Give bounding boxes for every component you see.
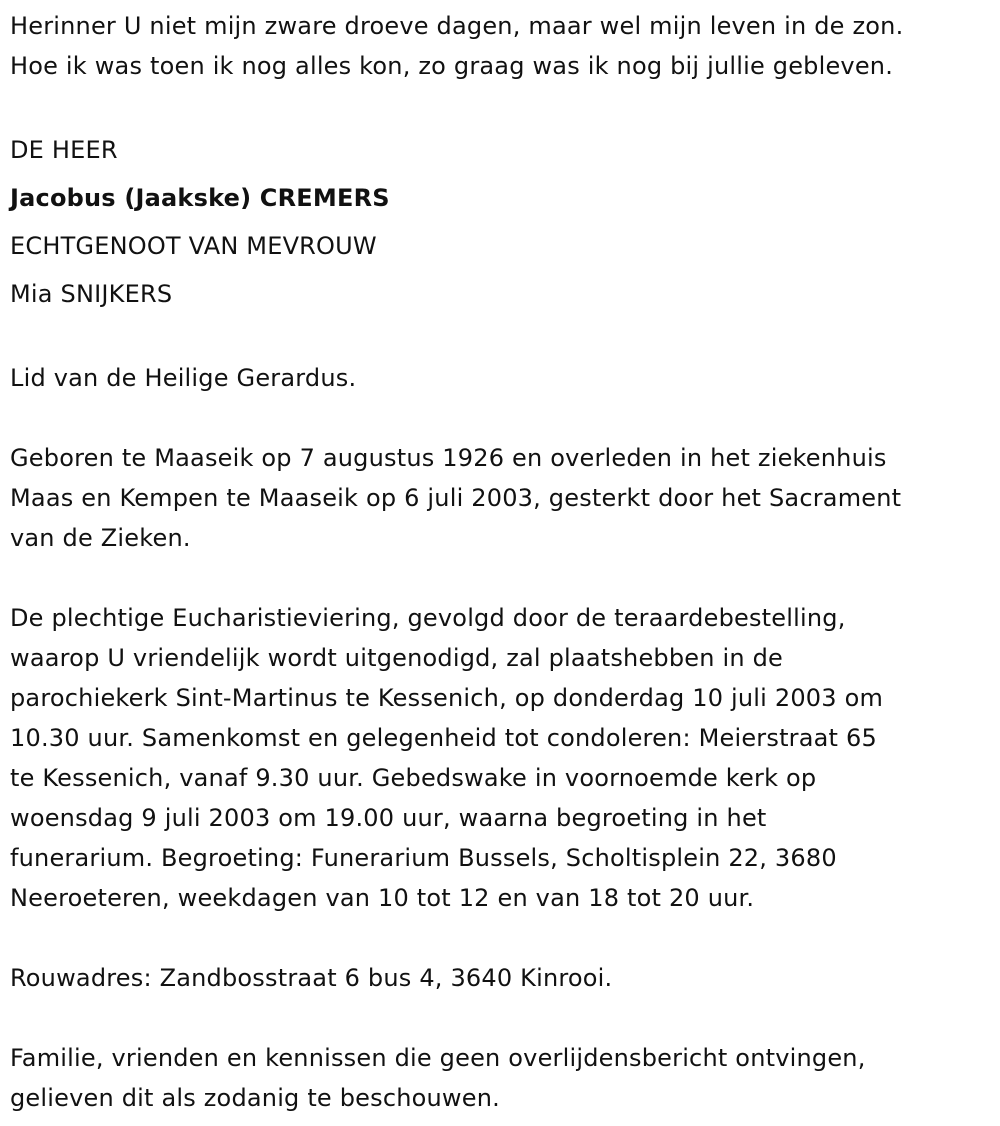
paragraph-line: Familie, vrienden en kennissen die geen overlijdensbericht ontvingen, xyxy=(10,1044,866,1072)
deceased-block xyxy=(10,126,990,318)
spacer xyxy=(10,918,990,958)
ceremony-paragraph xyxy=(10,598,990,918)
spouse-label: ECHTGENOOT VAN MEVROUW xyxy=(10,232,377,260)
deceased-name: Jacobus (Jaakske) CREMERS xyxy=(10,184,390,212)
paragraph-line: van de Zieken. xyxy=(10,524,191,552)
paragraph-line: te Kessenich, vanaf 9.30 uur. Gebedswake in voornoemde kerk op xyxy=(10,764,817,792)
spacer xyxy=(10,998,990,1038)
spacer xyxy=(10,318,990,358)
mourning-address: Rouwadres: Zandbosstraat 6 bus 4, 3640 Kinrooi. xyxy=(10,964,613,992)
closing-paragraph xyxy=(10,1038,990,1118)
paragraph-line: Neeroeteren, weekdagen van 10 tot 12 en van 18 tot 20 uur. xyxy=(10,884,755,912)
poem-line: Herinner U niet mijn zware droeve dagen, maar wel mijn leven in de zon. xyxy=(10,12,904,40)
birth-death-paragraph xyxy=(10,438,990,558)
title: DE HEER xyxy=(10,136,118,164)
poem-line: Hoe ik was toen ik nog alles kon, zo graag was ik nog bij jullie gebleven. xyxy=(10,52,894,80)
spacer xyxy=(10,86,990,126)
paragraph-line: Maas en Kempen te Maaseik op 6 juli 2003, gesterkt door het Sacrament xyxy=(10,484,902,512)
paragraph-line: funerarium. Begroeting: Funerarium Bussels, Scholtisplein 22, 3680 xyxy=(10,844,837,872)
paragraph-line: waarop U vriendelijk wordt uitgenodigd, zal plaatshebben in de xyxy=(10,644,784,672)
paragraph-line: De plechtige Eucharistieviering, gevolgd door de teraardebestelling, xyxy=(10,604,846,632)
spacer xyxy=(10,558,990,598)
paragraph-line: Geboren te Maaseik op 7 augustus 1926 en overleden in het ziekenhuis xyxy=(10,444,887,472)
paragraph-line: 10.30 uur. Samenkomst en gelegenheid tot condoleren: Meierstraat 65 xyxy=(10,724,877,752)
poem-block xyxy=(10,6,990,86)
paragraph-line: woensdag 9 juli 2003 om 19.00 uur, waarna begroeting in het xyxy=(10,804,767,832)
paragraph-line: gelieven dit als zodanig te beschouwen. xyxy=(10,1084,500,1112)
paragraph-line: parochiekerk Sint-Martinus te Kessenich, op donderdag 10 juli 2003 om xyxy=(10,684,884,712)
membership-text: Lid van de Heilige Gerardus. xyxy=(10,364,357,392)
spouse-name: Mia SNIJKERS xyxy=(10,280,173,308)
spacer xyxy=(10,398,990,438)
